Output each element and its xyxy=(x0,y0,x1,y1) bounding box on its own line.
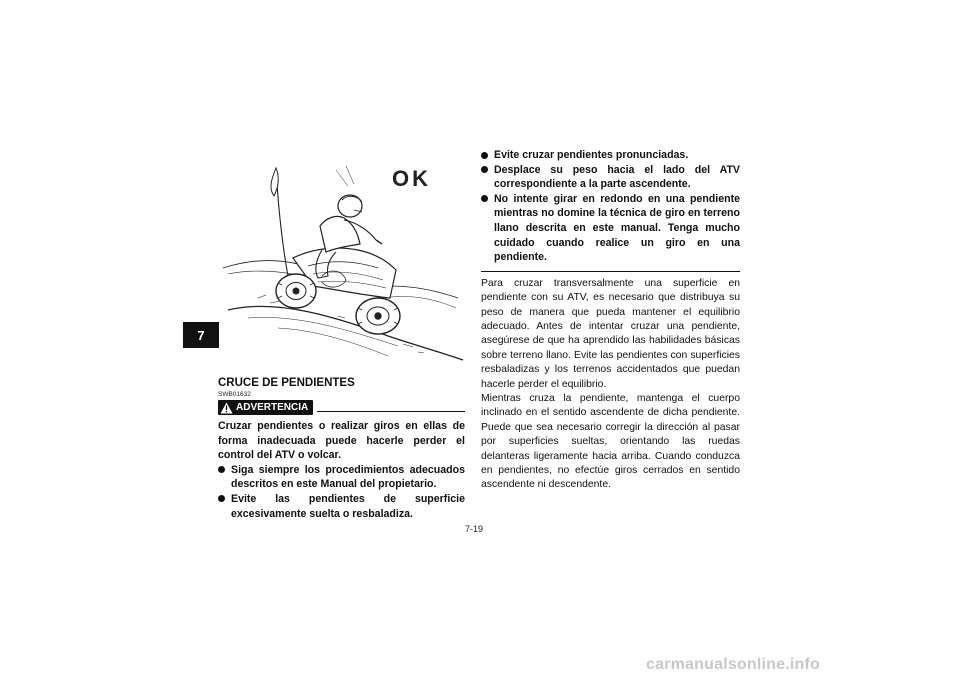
right-column xyxy=(481,148,740,493)
bullet-icon xyxy=(481,166,488,173)
warning-rule xyxy=(317,404,465,412)
warning-item: Evite las pendientes de superficie excesivamente suelta o resbaladiza. xyxy=(218,492,465,521)
ok-label: OK xyxy=(392,166,431,191)
bullet-icon xyxy=(481,195,488,202)
bullet-icon xyxy=(481,152,488,159)
warning-item: Siga siempre los procedimientos adecuados descritos en este Manual del propietario. xyxy=(218,463,465,492)
page-number: 7-19 xyxy=(465,524,484,534)
warning-item: Desplace su peso hacia el lado del ATV correspondiente a la parte ascendente. xyxy=(481,163,740,192)
warning-header xyxy=(218,400,465,415)
bullet-icon xyxy=(218,466,225,473)
warning-end-rule xyxy=(481,271,740,272)
warning-intro: Cruzar pendientes o realizar giros en ellas de forma inadecuada puede hacerle perder el control del ATV o volcar. xyxy=(218,420,465,462)
watermark: carmanualsonline.info xyxy=(646,656,821,673)
reference-code: SWB01632 xyxy=(218,391,251,398)
section-title: CRUCE DE PENDIENTES xyxy=(218,377,355,389)
warning-item: No intente girar en redondo en una pendiente mientras no domine la técnica de giro en terreno llano descrita en este manual. Tenga mucho cuidado cuando realice un giro en una pendiente. xyxy=(481,192,740,265)
warning-item: Evite cruzar pendientes pronunciadas. xyxy=(481,148,740,163)
warning-label: ADVERTENCIA xyxy=(236,402,309,413)
warning-triangle-icon xyxy=(220,402,233,414)
warning-list-right xyxy=(481,148,740,265)
body-paragraph: Para cruzar transversalmente una superficie en pendiente con su ATV, es necesario que distribuya su peso de manera que pueda mantener el equilibrio adecuado. Antes de intentar cruzar una pendiente, asegúrese de que ha aprendido las habilidades básicas sobre terreno llano. Evite las pendientes con superficies resbaladizas y los terrenos accidentados que puedan hacerle perder el equilibrio. xyxy=(481,277,740,390)
chapter-tab: 7 xyxy=(183,322,219,348)
warning-badge xyxy=(218,400,313,415)
warning-list-left xyxy=(218,463,465,521)
bullet-icon xyxy=(218,495,225,502)
body-paragraph: Mientras cruza la pendiente, mantenga el cuerpo inclinado en el sentido ascendente de dicha pendiente. Puede que sea necesario corregir la dirección al pasar por superficies sueltas, orientando las ruedas delanteras ligeramente hacia arriba. Cuando conduzca en pendientes, no efectúe giros cerrados en sentido ascendente ni descendente. xyxy=(481,393,740,491)
left-column xyxy=(218,376,465,521)
